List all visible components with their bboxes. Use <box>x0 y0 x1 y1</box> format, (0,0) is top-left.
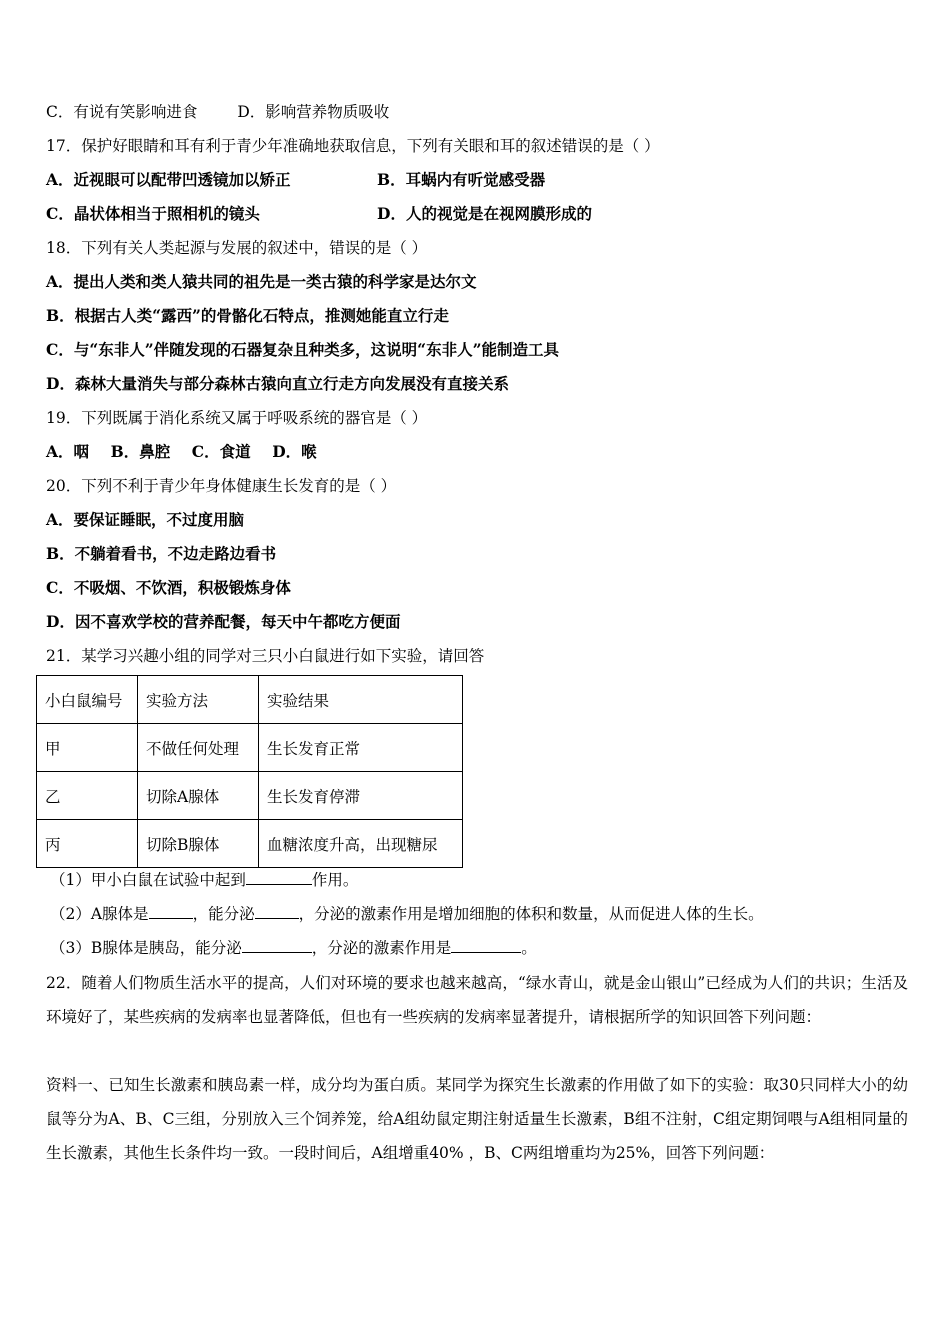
q19-stem: 19．下列既属于消化系统又属于呼吸系统的器官是（ ） <box>46 409 428 427</box>
table-cell: 甲 <box>37 724 138 772</box>
q18-option-d: D．森林大量消失与部分森林古猿向直立行走方向发展没有直接关系 <box>46 374 509 393</box>
q17-stem: 17．保护好眼睛和耳有利于青少年准确地获取信息，下列有关眼和耳的叙述错误的是（ ） <box>46 137 660 155</box>
q17-option-a: A．近视眼可以配带凹透镜加以矫正 <box>46 170 291 189</box>
q20-stem: 20．下列不利于青少年身体健康生长发育的是（ ） <box>46 477 397 495</box>
q18-stem: 18．下列有关人类起源与发展的叙述中，错误的是（ ） <box>46 239 428 257</box>
q16-options-cd <box>46 102 389 122</box>
q19-options: A．咽 B．鼻腔 C．食道 D．喉 <box>46 442 317 461</box>
q21-sub1 <box>50 870 358 890</box>
table-row <box>37 724 463 772</box>
table-cell: 切除B腺体 <box>138 820 259 868</box>
answer-blank[interactable] <box>149 904 193 919</box>
table-cell: 乙 <box>37 772 138 820</box>
q18-option-c: C．与“东非人”伴随发现的石器复杂且种类多，这说明“东非人”能制造工具 <box>46 340 560 359</box>
table-row <box>37 820 463 868</box>
q20-option-a: A．要保证睡眠，不过度用脑 <box>46 510 245 529</box>
q22-material: 资料一、已知生长激素和胰岛素一样，成分均为蛋白质。某同学为探究生长激素的作用做了如下的实验：取30只同样大小的幼鼠等分为A、B、C三组，分别放入三个饲养笼，给A组幼鼠定期注射适量生长激素，B组不注射，C组定期饲喂与A组相同量的生长激素，其他生长条件均一致。一段时间后，A组增重40% ，B、C两组增重均为25%，回答下列问题： <box>46 1076 908 1162</box>
q21-sub2-text: （2）A腺体是 <box>50 905 149 923</box>
table-cell: 生长发育正常 <box>259 724 463 772</box>
q21-stem: 21．某学习兴趣小组的同学对三只小白鼠进行如下实验，请回答 <box>46 647 485 665</box>
q18-option-b: B．根据古人类“露西”的骨骼化石特点，推测她能直立行走 <box>46 306 449 325</box>
answer-blank[interactable] <box>242 938 312 953</box>
q21-sub3-text-end: 。 <box>521 939 537 957</box>
q22-stem: 22．随着人们物质生活水平的提高，人们对环境的要求也越来越高，“绿水青山，就是金山银山”已经成为人们的共识；生活及环境好了，某些疾病的发病率也显著降低，但也有一些疾病的发病率显著提升，请根据所学的知识回答下列问题： <box>46 974 908 1026</box>
table-cell: 血糖浓度升高，出现糖尿 <box>259 820 463 868</box>
table-row <box>37 772 463 820</box>
q17-option-b: B．耳蜗内有听觉感受器 <box>377 170 546 189</box>
q21-sub3-text-mid: ，分泌的激素作用是 <box>311 939 452 957</box>
experiment-table <box>36 675 463 868</box>
q20-option-b: B．不躺着看书，不边走路边看书 <box>46 544 277 563</box>
table-header-cell: 实验方法 <box>138 676 259 724</box>
answer-blank[interactable] <box>255 904 299 919</box>
q21-sub2-text-mid: ，能分泌 <box>192 905 255 923</box>
q17-options-ab <box>46 170 906 190</box>
table-header-cell: 实验结果 <box>259 676 463 724</box>
q21-sub3-text: （3）B腺体是胰岛，能分泌 <box>50 939 242 957</box>
q16-option-d: D．影响营养物质吸收 <box>237 103 390 121</box>
q20-option-d: D．因不喜欢学校的营养配餐，每天中午都吃方便面 <box>46 612 401 631</box>
table-cell: 生长发育停滞 <box>259 772 463 820</box>
table-cell: 切除A腺体 <box>138 772 259 820</box>
q21-sub2-text-end: ，分泌的激素作用是增加细胞的体积和数量，从而促进人体的生长。 <box>298 905 764 923</box>
answer-blank[interactable] <box>246 870 312 885</box>
answer-blank[interactable] <box>451 938 521 953</box>
q17-option-d: D．人的视觉是在视网膜形成的 <box>377 204 592 223</box>
q21-sub2 <box>50 904 764 924</box>
table-cell: 不做任何处理 <box>138 724 259 772</box>
q21-sub3 <box>50 938 537 958</box>
q17-option-c: C．晶状体相当于照相机的镜头 <box>46 204 260 223</box>
q21-sub1-text: （1）甲小白鼠在试验中起到 <box>50 871 246 889</box>
q16-option-c: C．有说有笑影响进食 <box>46 103 198 121</box>
q21-sub1-text-end: 作用。 <box>311 871 359 889</box>
table-header-row <box>37 676 463 724</box>
table-cell: 丙 <box>37 820 138 868</box>
q18-option-a: A．提出人类和类人猿共同的祖先是一类古猿的科学家是达尔文 <box>46 272 477 291</box>
q17-options-cd <box>46 204 906 224</box>
table-header-cell: 小白鼠编号 <box>37 676 138 724</box>
q20-option-c: C．不吸烟、不饮酒，积极锻炼身体 <box>46 578 291 597</box>
